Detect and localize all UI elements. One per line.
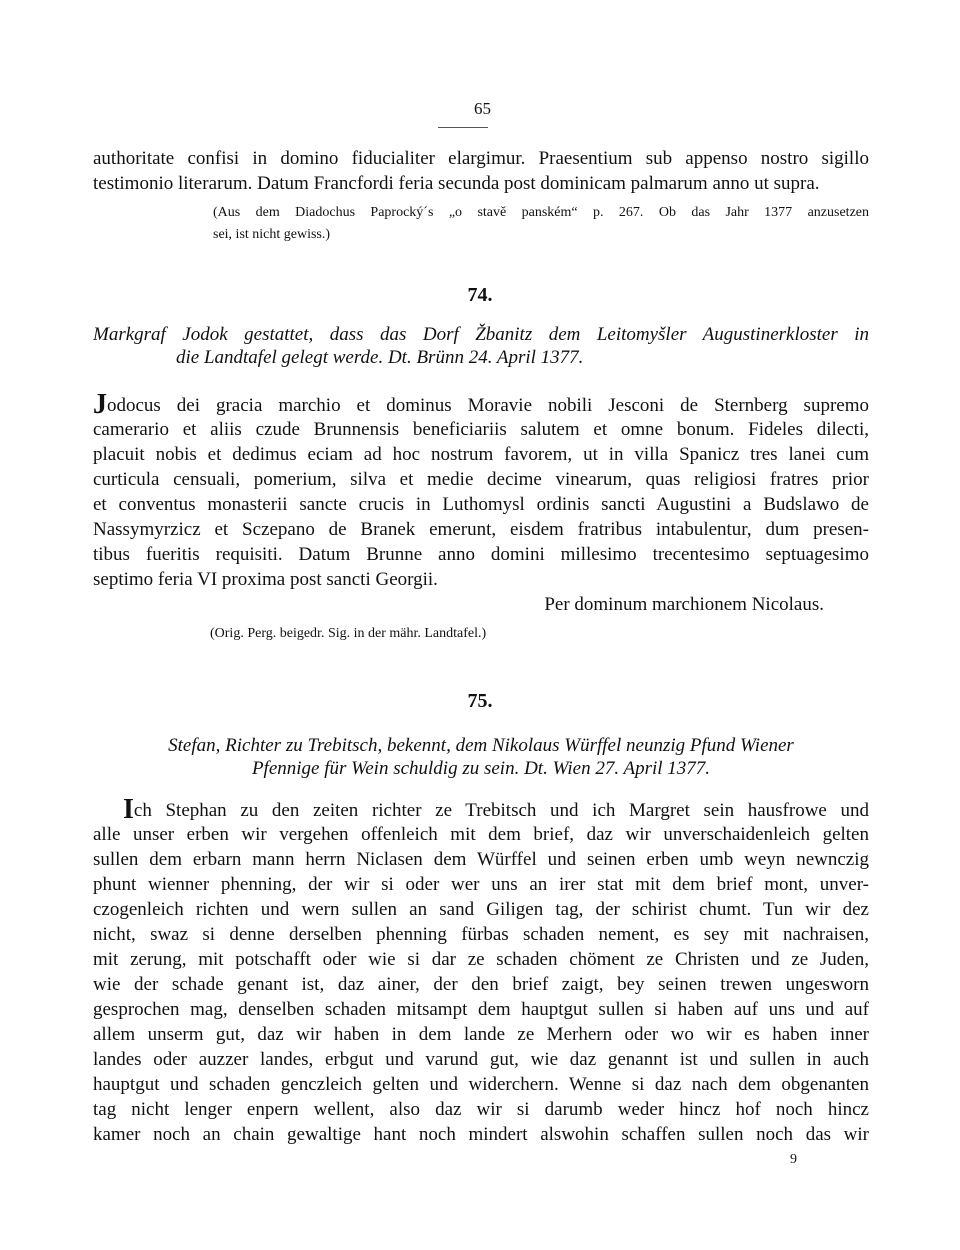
initial-letter: J (93, 392, 107, 417)
text-line: Nassymyrzicz et Sczepano de Branek emerunt, eisdem fratribus intabulentur, dum presen- (93, 519, 869, 540)
title-line: Pfennige für Wein schuldig zu sein. Dt. Wien 27. April 1377. (251, 758, 711, 779)
text-line: gesprochen mag, denselben schaden mitsampt dem hauptgut sullen si haben auf uns und auf (93, 999, 869, 1020)
signature-74: Per dominum marchionem Nicolaus. (544, 594, 824, 615)
title-line: die Landtafel gelegt werde. Dt. Brünn 24. April 1377. (176, 347, 584, 368)
text-line: et conventus monasterii sancte crucis in Luthomysl ordinis sancti Augustini a Budslawo de (93, 494, 869, 515)
text-line: nicht, swaz si denne derselben phenning fürbas schaden nement, es sey mit nachraisen, (93, 924, 869, 945)
document-body-74 (93, 392, 869, 592)
text-line: hauptgut und schaden genczleich gelten und widerchern. Wenne si daz nach dem obgenanten (93, 1074, 869, 1095)
note-line: sei, ist nicht gewiss.) (213, 227, 331, 242)
text-line: authoritate confisi in domino fiducialiter elargimur. Praesentium sub appenso nostro sigillo (93, 148, 869, 169)
text-line: wie der schade genant ist, daz ainer, der den brief zaigt, bey seinen trewen ungesworn (93, 974, 869, 995)
text-line (93, 797, 869, 822)
initial-letter: I (123, 797, 134, 822)
text-line-rest: ch Stephan zu den zeiten richter ze Trebitsch und ich Margret sein hausfrowe und (133, 800, 869, 821)
text-line: kamer noch an chain gewaltige hant noch mindert alswohin schaffen sullen noch das wir (93, 1124, 869, 1145)
text-line: allem unserm gut, daz wir haben in dem lande ze Merhern oder wo wir es haben inner (93, 1024, 869, 1045)
text-line: camerario et aliis czude Brunnensis beneficiariis salutem et omne bonum. Fideles dilecti, (93, 419, 869, 440)
signature-mark: 9 (790, 1152, 797, 1167)
title-line: Markgraf Jodok gestattet, dass das Dorf Žbanitz dem Leitomyšler Augustinerkloster in (93, 324, 869, 345)
document-title-74 (93, 323, 869, 369)
text-line: tibus fueritis requisiti. Datum Brunne anno domini millesimo trecentesimo septuagesimo (93, 544, 869, 565)
page-number: 65 (474, 99, 491, 118)
text-line: septimo feria VI proxima post sancti Georgii. (93, 569, 438, 590)
text-line: tag nicht lenger enpern wellent, also daz wir si darumb weder hincz hof noch hincz (93, 1099, 869, 1120)
text-line: placuit nobis et dedimus eciam ad hoc nostrum favorem, ut in villa Spanicz tres lanei cum (93, 444, 869, 465)
text-line (93, 392, 869, 417)
text-line: mit zerung, mit potschafft oder wie si dar ze schaden chöment ze Christen und ze Juden, (93, 949, 869, 970)
title-line: Stefan, Richter zu Trebitsch, bekennt, dem Nikolaus Würffel neunzig Pfund Wiener (168, 735, 794, 756)
text-line: curticula censuali, pomerium, silva et medie decime vinearum, quas religiosi fratres prior (93, 469, 869, 490)
text-line: sullen dem erbarn mann herrn Niclasen dem Würffel und seinen erben umb weyn newnczig (93, 849, 869, 870)
text-line: phunt wienner phenning, der wir si oder wer uns an irer stat mit dem brief mont, unver- (93, 874, 869, 895)
document-number-74: 74. (467, 284, 493, 306)
text-line: alle unser erben wir vergehen offenleich mit dem brief, daz wir unverschaidenleich gelten (93, 824, 869, 845)
text-line: czogenleich richten und wern sullen an sand Giligen tag, der schirist chumt. Tun wir dez (93, 899, 869, 920)
text-line-rest: odocus dei gracia marchio et dominus Moravie nobili Jesconi de Sternberg supremo (107, 395, 869, 416)
document-number-75: 75. (467, 690, 493, 712)
carryover-text (93, 146, 869, 196)
page-number-rule (438, 127, 488, 128)
carryover-note (213, 202, 869, 246)
text-line: landes oder auzzer landes, erbgut und varund gut, wie daz genannt ist und sullen in auch (93, 1049, 869, 1070)
note-line: (Aus dem Diadochus Paprocký´s „o stavě panském“ p. 267. Ob das Jahr 1377 anzusetzen (213, 205, 869, 220)
text-line: testimonio literarum. Datum Francfordi feria secunda post dominicam palmarum anno ut supra. (93, 173, 820, 194)
document-title-75 (93, 734, 869, 780)
document-body-75 (93, 797, 869, 1147)
source-note-74: (Orig. Perg. beigedr. Sig. in der mähr. Landtafel.) (210, 626, 487, 641)
